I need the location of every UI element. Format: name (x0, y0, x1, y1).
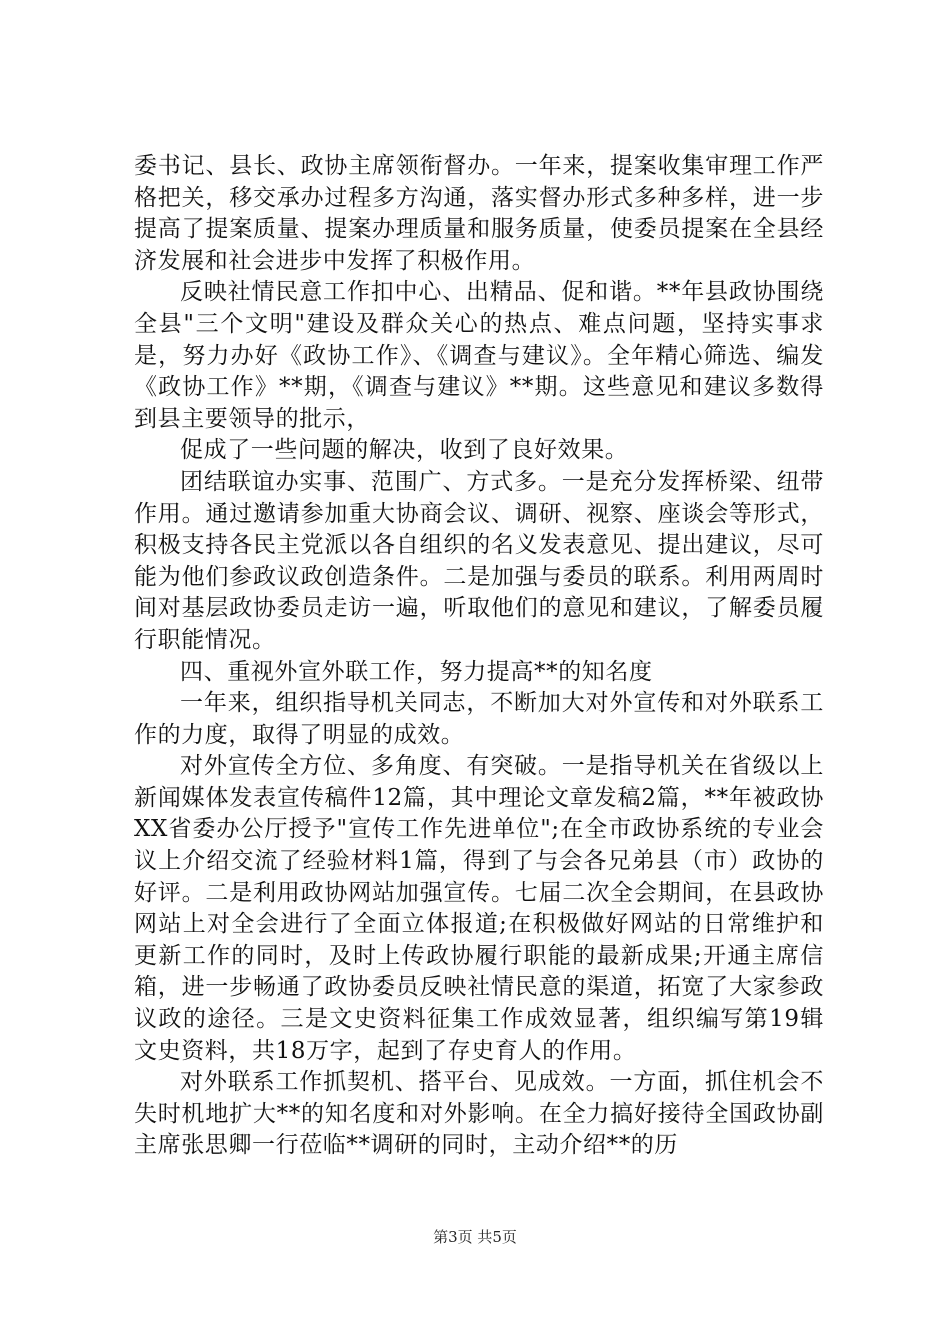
section-heading-four: 四、重视外宣外联工作，努力提高**的知名度 (180, 658, 653, 685)
page-footer: 第3页 共5页 (433, 1228, 517, 1246)
paragraph-continued: 委书记、县长、政协主席领衔督办。一年来，提案收集审理工作严格把关，移交承办过程多方沟通，落实督办形式多种多样，进一步提高了提案质量、提案办理质量和服务质量，使委员提案在全县经济发展和社会进步中发挥了积极作用。 (134, 153, 824, 274)
document-body (134, 151, 824, 1162)
paragraph-social-opinion: 反映社情民意工作扣中心、出精品、促和谐。**年县政协围绕全县"三个文明"建设及群众关心的热点、难点问题，坚持实事求是，努力办好《政协工作》、《调查与建议》。全年精心筛选、编发《政协工作》**期，《调查与建议》**期。这些意见和建议多数得到县主要领导的批示， (134, 279, 824, 432)
paragraph-results: 促成了一些问题的解决，收到了良好效果。 (180, 437, 629, 464)
paragraph-intro: 一年来，组织指导机关同志，不断加大对外宣传和对外联系工作的力度，取得了明显的成效。 (134, 690, 824, 748)
paragraph-external-contact: 对外联系工作抓契机、搭平台、见成效。一方面，抓住机会不失时机地扩大**的知名度和对外影响。在全力搞好接待全国政协副主席张思卿一行莅临**调研的同时，主动介绍**的历 (134, 1069, 824, 1159)
paragraph-unity: 团结联谊办实事、范围广、方式多。一是充分发挥桥梁、纽带作用。通过邀请参加重大协商会议、调研、视察、座谈会等形式，积极支持各民主党派以各自组织的名义发表意见、提出建议，尽可能为他们参政议政创造条件。二是加强与委员的联系。利用两周时间对基层政协委员走访一遍，听取他们的意见和建议，了解委员履行职能情况。 (134, 468, 824, 653)
paragraph-publicity: 对外宣传全方位、多角度、有突破。一是指导机关在省级以上新闻媒体发表宣传稿件12篇，其中理论文章发稿2篇，**年被政协XX省委办公厅授予"宣传工作先进单位";在全市政协系统的专业会议上介绍交流了经验材料1篇，得到了与会各兄弟县（市）政协的好评。二是利用政协网站加强宣传。七届二次全会期间，在县政协网站上对全会进行了全面立体报道;在积极做好网站的日常维护和更新工作的同时，及时上传政协履行职能的最新成果;开通主席信箱，进一步畅通了政协委员反映社情民意的渠道，拓宽了大家参政议政的途径。三是文史资料征集工作成效显著，组织编写第19辑文史资料，共18万字，起到了存史育人的作用。 (134, 753, 824, 1064)
